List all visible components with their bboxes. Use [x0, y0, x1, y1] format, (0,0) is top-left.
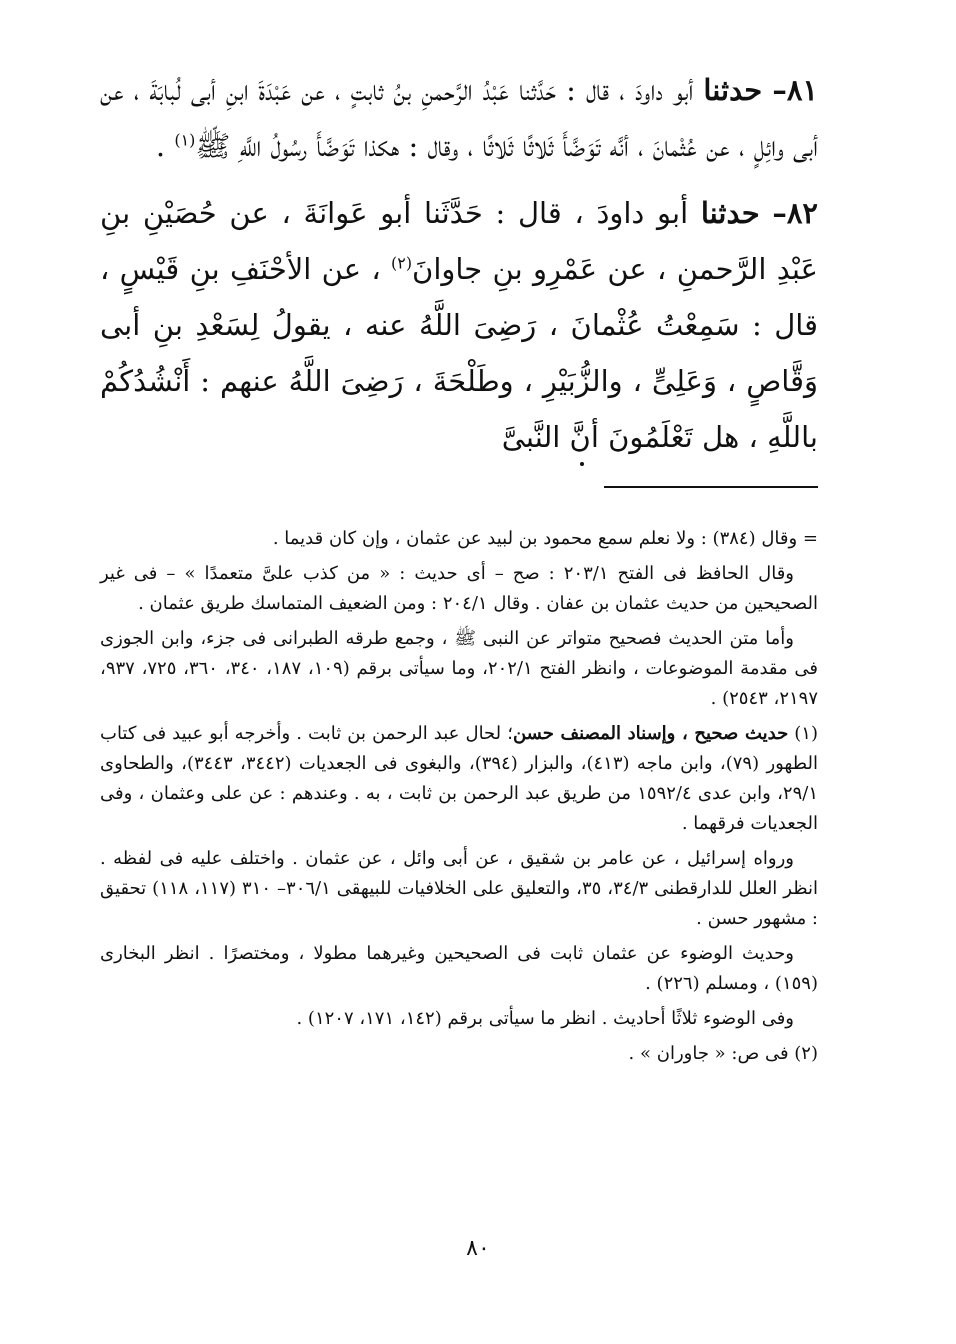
footnote-1-marker: (١) [788, 723, 818, 744]
hadith-82 [100, 185, 818, 465]
ink-dot [580, 462, 584, 466]
hadith-body: أبو داودَ ، قال : حَدَّثنا عَبْدُ الرَّحمنِ بنُ ثابتٍ ، عن عَبْدَةَ ابنِ أبى لُبابَةَ ، عن أبى وائِلٍ ، عن عُثْمانَ ، أنَّه تَوَضَّأَ ثَلاثًا ثَلاثًا ، وقال : هكذا تَوَضَّأَ رسُولُ اللَّهِ ﷺ [100, 73, 818, 163]
footnote-paragraph: وأما متن الحديث فصحيح متواتر عن النبى ﷺ ، وجمع طرقه الطبرانى فى جزء، وابن الجوزى فى مقدمة الموضوعات ، وانظر الفتح ٢٠٢/١، وما سيأتى برقم (١٠٩، ١٨٧، ٣٤٠، ٣٦٠، ٧٢٥، ٩٣٧، ٢١٩٧، ٢٥٤٣) . [100, 628, 819, 709]
page-number: ٨٠ [466, 1236, 490, 1261]
footnote-paragraph: وقال الحافظ فى الفتح ٢٠٣/١ : صح – أى حديث : « من كذب علىَّ متعمدًا » – فى غير الصحيحين من حديث عثمان بن عفان . وقال ٢٠٤/١ : ومن الضعيف المتماسك طريق عثمان . [100, 563, 818, 614]
footnote-continuation: = وقال (٣٨٤) : ولا نعلم سمع محمود بن لبيد عن عثمان ، وإن كان قديما . [272, 528, 818, 549]
hadith-body-continued: ، عن الأحْنَفِ بنِ قَيْسٍ ، قال : سَمِعْتُ عُثْمانَ ، رَضِىَ اللَّهُ عنه ، يقولُ لِسَعْدِ بنِ أبى وَقَّاصٍ ، وَعَلِىٍّ ، والزُّبَيْرِ ، وطَلْحَةَ ، رَضِىَ اللَّهُ عنهم : أَنْشُدُكُمْ باللَّهِ ، هل تَعْلَمُونَ أنَّ النَّبىَّ [100, 252, 818, 454]
footnote-separator [604, 486, 818, 488]
footnote-paragraph: ورواه إسرائيل ، عن عامر بن شقيق ، عن أبى وائل ، عن عثمان . واختلف عليه فى لفظه . انظر العلل للدارقطنى ٣٤/٣، ٣٥، والتعليق على الخلافيات للبيهقى ٣٠٦/١– ٣١٠ (١١٧، ١١٨) تحقيق : مشهور حسن . [100, 848, 819, 929]
footnote-2: (٢) فى ص: « جاوران » . [628, 1043, 818, 1064]
hadith-number: ٨٢– [772, 196, 819, 230]
hadith-body: أبو داودَ ، قال : حَدَّثَنا أبو عَوانَةَ ، عن حُصَيْنِ بنِ عَبْدِ الرَّحمنِ ، عن عَمْرِو بنِ جاوانَ [100, 196, 818, 286]
footnote-paragraph: وفى الوضوء ثلاثًا أحاديث . انظر ما سيأتى برقم (١٤٢، ١٧١، ١٢٠٧) . [296, 1008, 794, 1029]
hadith-number: ٨١– [772, 73, 818, 107]
footnote-1-text: ؛ لحال عبد الرحمن بن ثابت . وأخرجه أبو عبيد فى كتاب الطهور (٧٩)، وابن ماجه (٤١٣)، والبزار (٣٩٤)، والبغوى فى الجعديات (٣٤٤٢، ٣٤٤٣)، والطحاوى ٢٩/١، وابن عدى ١٥٩٢/٤ من طريق عبد الرحمن بن ثابت ، به . وعندهم : عن على وعثمان ، وفى الجعديات فرقهما . [100, 723, 818, 834]
footnote-ref: (٢) [391, 253, 413, 273]
footnote-paragraph: وحديث الوضوء عن عثمان ثابت فى الصحيحين وغيرهما مطولا ، ومختصرًا . انظر البخارى (١٥٩) ، ومسلم (٢٢٦) . [100, 943, 818, 994]
footnote-ref: (١) [174, 130, 196, 150]
footnote-1 [100, 719, 818, 839]
footnote-1-verdict: حديث صحيح ، وإسناد المصنف حسن [512, 723, 789, 744]
main-text [100, 62, 818, 476]
hadith-lead-word: حدثنا [703, 73, 763, 107]
hadith-end: . [155, 129, 175, 163]
footnotes [100, 524, 818, 1074]
hadith-81 [100, 62, 818, 174]
hadith-lead-word: حدثنا [700, 196, 760, 230]
